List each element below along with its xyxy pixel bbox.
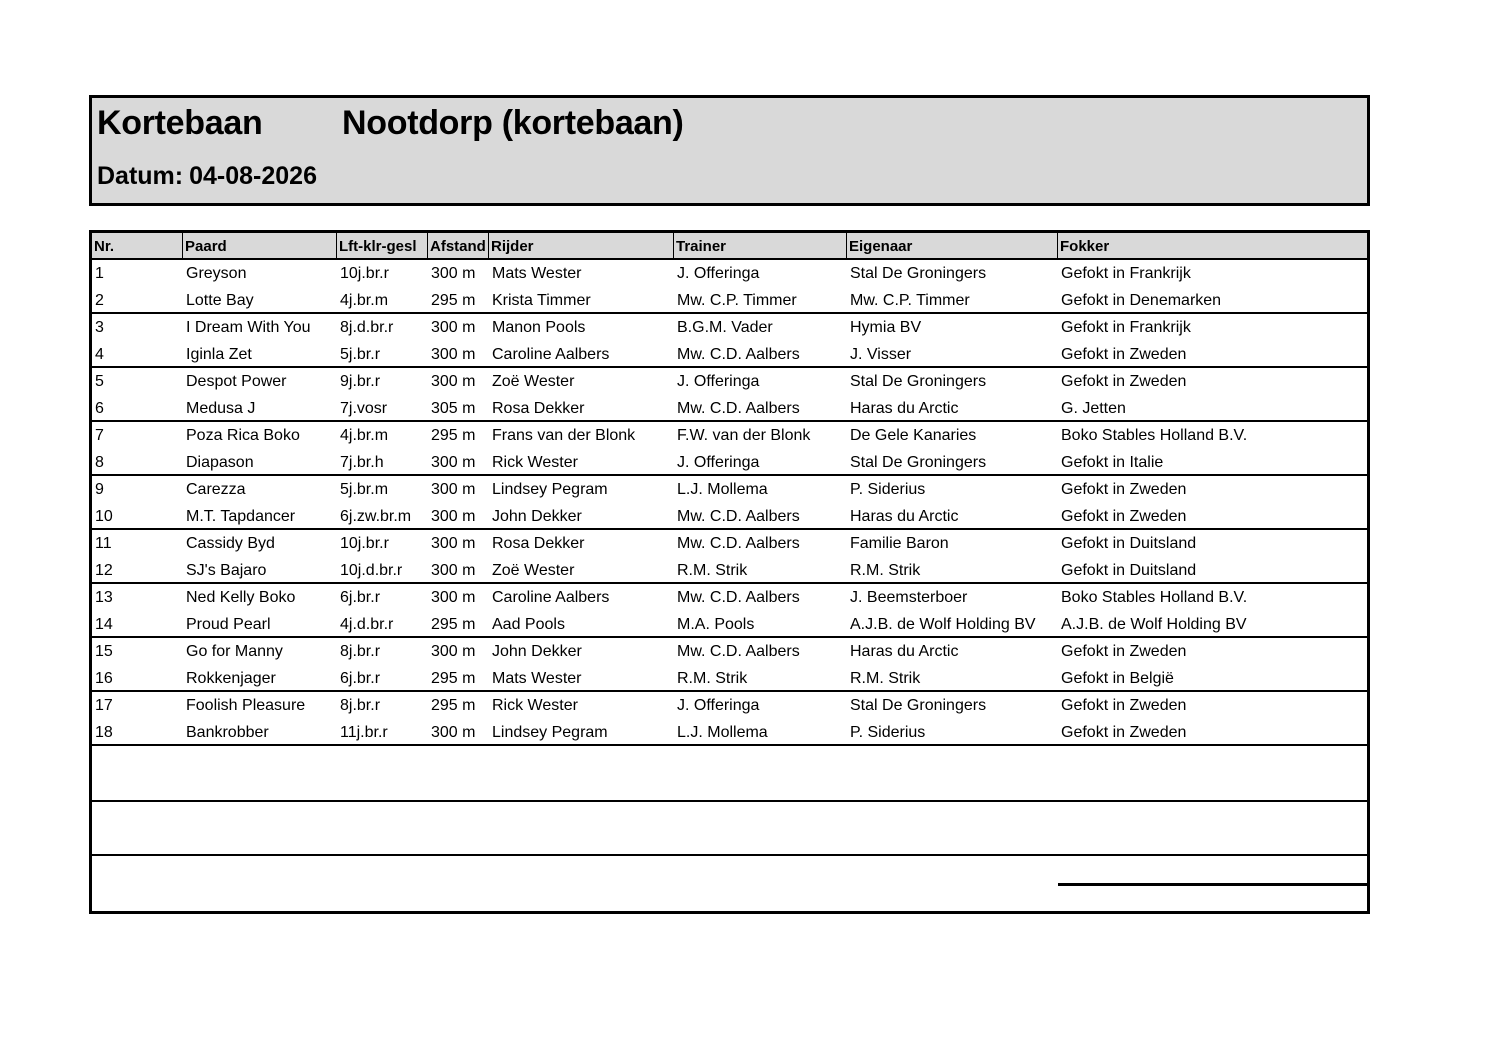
cell-fokker: Gefokt in Frankrijk [1061, 265, 1191, 282]
cell-eigenaar: Mw. C.P. Timmer [850, 292, 970, 309]
cell-rijder: Lindsey Pegram [492, 481, 608, 498]
col-rijder-header: Rijder [489, 233, 674, 258]
cell-afstand: 295 m [431, 670, 476, 687]
date-value: 04-08-2026 [189, 162, 317, 190]
cell-rijder: Rick Wester [492, 454, 578, 471]
col-trainer-header: Trainer [674, 233, 847, 258]
row-group [92, 368, 1367, 422]
race-category: Kortebaan [97, 104, 263, 142]
cell-nr: 7 [95, 427, 104, 444]
cell-fokker: A.J.B. de Wolf Holding BV [1061, 616, 1247, 633]
cell-paard: Proud Pearl [186, 616, 271, 633]
table-row [92, 503, 1367, 530]
cell-lft-klr-gesl: 6j.br.r [340, 670, 381, 687]
cell-fokker: Gefokt in Duitsland [1061, 535, 1197, 552]
row-group [92, 692, 1367, 746]
cell-rijder: Manon Pools [492, 319, 586, 336]
cell-nr: 10 [95, 508, 113, 525]
cell-paard: Foolish Pleasure [186, 697, 306, 714]
col-lft-klr-gesl-header: Lft-klr-gesl [337, 233, 428, 258]
cell-nr: 9 [95, 481, 104, 498]
cell-lft-klr-gesl: 4j.br.m [340, 292, 389, 309]
cell-nr: 8 [95, 454, 104, 471]
cell-afstand: 300 m [431, 643, 476, 660]
signature-line [1058, 883, 1367, 886]
cell-fokker: Gefokt in Denemarken [1061, 292, 1222, 309]
cell-trainer: Mw. C.D. Aalbers [677, 400, 800, 417]
cell-afstand: 295 m [431, 292, 476, 309]
cell-paard: Despot Power [186, 373, 287, 390]
cell-rijder: Zoë Wester [492, 562, 575, 579]
cell-trainer: J. Offeringa [677, 265, 760, 282]
cell-eigenaar: Stal De Groningers [850, 454, 987, 471]
cell-rijder: Krista Timmer [492, 292, 591, 309]
cell-rijder: John Dekker [492, 508, 582, 525]
cell-rijder: Rick Wester [492, 697, 578, 714]
cell-trainer: F.W. van der Blonk [677, 427, 811, 444]
cell-rijder: Rosa Dekker [492, 535, 585, 552]
table-row [92, 476, 1367, 503]
table-row [92, 314, 1367, 341]
cell-eigenaar: Familie Baron [850, 535, 949, 552]
date-label: Datum: [97, 162, 184, 190]
cell-afstand: 300 m [431, 346, 476, 363]
cell-rijder: Caroline Aalbers [492, 589, 610, 606]
cell-trainer: Mw. C.D. Aalbers [677, 508, 800, 525]
cell-fokker: Gefokt in Italie [1061, 454, 1164, 471]
row-group [92, 638, 1367, 692]
cell-eigenaar: Stal De Groningers [850, 373, 987, 390]
cell-lft-klr-gesl: 7j.vosr [340, 400, 388, 417]
cell-rijder: Mats Wester [492, 670, 582, 687]
cell-nr: 3 [95, 319, 104, 336]
cell-afstand: 300 m [431, 265, 476, 282]
cell-fokker: Gefokt in Zweden [1061, 508, 1187, 525]
empty-row [92, 748, 1367, 802]
cell-fokker: Gefokt in Zweden [1061, 346, 1187, 363]
cell-lft-klr-gesl: 8j.br.r [340, 643, 381, 660]
cell-trainer: Mw. C.D. Aalbers [677, 346, 800, 363]
cell-fokker: Gefokt in België [1061, 670, 1174, 687]
table-row [92, 368, 1367, 395]
cell-fokker: Gefokt in Zweden [1061, 481, 1187, 498]
cell-afstand: 300 m [431, 481, 476, 498]
table-row [92, 611, 1367, 638]
cell-nr: 16 [95, 670, 113, 687]
cell-eigenaar: J. Visser [850, 346, 912, 363]
cell-eigenaar: A.J.B. de Wolf Holding BV [850, 616, 1036, 633]
cell-paard: SJ's Bajaro [186, 562, 267, 579]
cell-paard: Bankrobber [186, 724, 269, 741]
cell-paard: Iginla Zet [186, 346, 252, 363]
cell-eigenaar: P. Siderius [850, 724, 926, 741]
cell-eigenaar: P. Siderius [850, 481, 926, 498]
table-row [92, 665, 1367, 692]
cell-trainer: L.J. Mollema [677, 481, 768, 498]
table-row [92, 638, 1367, 665]
row-group [92, 584, 1367, 638]
table-row [92, 287, 1367, 314]
cell-lft-klr-gesl: 6j.zw.br.m [340, 508, 412, 525]
cell-paard: Diapason [186, 454, 254, 471]
col-paard-header: Paard [183, 233, 337, 258]
cell-rijder: Rosa Dekker [492, 400, 585, 417]
cell-paard: Greyson [186, 265, 247, 282]
cell-paard: Ned Kelly Boko [186, 589, 296, 606]
table-header-row [92, 233, 1367, 260]
cell-lft-klr-gesl: 10j.d.br.r [340, 562, 403, 579]
table-row [92, 719, 1367, 746]
cell-trainer: Mw. C.D. Aalbers [677, 643, 800, 660]
cell-afstand: 305 m [431, 400, 476, 417]
row-group [92, 530, 1367, 584]
cell-paard: Poza Rica Boko [186, 427, 300, 444]
col-eigenaar-header: Eigenaar [847, 233, 1058, 258]
cell-trainer: J. Offeringa [677, 697, 760, 714]
race-header [89, 95, 1370, 206]
cell-lft-klr-gesl: 7j.br.h [340, 454, 384, 471]
cell-trainer: B.G.M. Vader [677, 319, 773, 336]
cell-lft-klr-gesl: 8j.d.br.r [340, 319, 394, 336]
empty-row [92, 802, 1367, 856]
cell-lft-klr-gesl: 9j.br.r [340, 373, 381, 390]
cell-rijder: Aad Pools [492, 616, 565, 633]
cell-trainer: M.A. Pools [677, 616, 755, 633]
cell-paard: I Dream With You [186, 319, 311, 336]
cell-rijder: Mats Wester [492, 265, 582, 282]
cell-lft-klr-gesl: 6j.br.r [340, 589, 381, 606]
cell-rijder: Lindsey Pegram [492, 724, 608, 741]
cell-nr: 18 [95, 724, 113, 741]
cell-eigenaar: Haras du Arctic [850, 400, 959, 417]
cell-trainer: J. Offeringa [677, 373, 760, 390]
cell-afstand: 300 m [431, 319, 476, 336]
cell-trainer: L.J. Mollema [677, 724, 768, 741]
cell-nr: 15 [95, 643, 113, 660]
table-row [92, 557, 1367, 584]
cell-afstand: 300 m [431, 373, 476, 390]
cell-eigenaar: R.M. Strik [850, 562, 921, 579]
table-row [92, 449, 1367, 476]
table-row [92, 260, 1367, 287]
row-group [92, 314, 1367, 368]
table-row [92, 395, 1367, 422]
cell-lft-klr-gesl: 8j.br.r [340, 697, 381, 714]
cell-trainer: R.M. Strik [677, 562, 748, 579]
cell-rijder: Zoë Wester [492, 373, 575, 390]
cell-nr: 6 [95, 400, 104, 417]
col-afstand-header: Afstand [428, 233, 489, 258]
row-group [92, 422, 1367, 476]
cell-lft-klr-gesl: 5j.br.r [340, 346, 381, 363]
cell-rijder: Caroline Aalbers [492, 346, 610, 363]
cell-afstand: 300 m [431, 454, 476, 471]
cell-paard: Cassidy Byd [186, 535, 275, 552]
cell-paard: Medusa J [186, 400, 256, 417]
cell-eigenaar: J. Beemsterboer [850, 589, 968, 606]
cell-rijder: Frans van der Blonk [492, 427, 636, 444]
cell-afstand: 295 m [431, 697, 476, 714]
cell-nr: 5 [95, 373, 104, 390]
race-date [97, 162, 317, 191]
cell-nr: 11 [95, 535, 112, 552]
cell-afstand: 300 m [431, 535, 476, 552]
col-nr-header: Nr. [92, 233, 183, 258]
table-row [92, 530, 1367, 557]
cell-eigenaar: R.M. Strik [850, 670, 921, 687]
cell-paard: Go for Manny [186, 643, 283, 660]
table-row [92, 584, 1367, 611]
cell-eigenaar: Stal De Groningers [850, 265, 987, 282]
cell-trainer: J. Offeringa [677, 454, 760, 471]
cell-paard: Rokkenjager [186, 670, 276, 687]
entries-table [89, 230, 1370, 914]
cell-rijder: John Dekker [492, 643, 582, 660]
cell-paard: Lotte Bay [186, 292, 254, 309]
cell-nr: 13 [95, 589, 113, 606]
col-fokker-header: Fokker [1060, 238, 1110, 255]
cell-fokker: Gefokt in Frankrijk [1061, 319, 1191, 336]
cell-trainer: Mw. C.P. Timmer [677, 292, 797, 309]
cell-nr: 12 [95, 562, 113, 579]
cell-trainer: Mw. C.D. Aalbers [677, 535, 800, 552]
cell-eigenaar: Stal De Groningers [850, 697, 987, 714]
row-group [92, 476, 1367, 530]
cell-eigenaar: Haras du Arctic [850, 508, 959, 525]
cell-lft-klr-gesl: 11j.br.r [340, 724, 388, 741]
cell-afstand: 300 m [431, 589, 476, 606]
row-group [92, 260, 1367, 314]
cell-afstand: 300 m [431, 508, 476, 525]
cell-lft-klr-gesl: 5j.br.m [340, 481, 389, 498]
cell-fokker: Boko Stables Holland B.V. [1061, 427, 1248, 444]
cell-eigenaar: Hymia BV [850, 319, 922, 336]
cell-fokker: Gefokt in Zweden [1061, 643, 1187, 660]
cell-afstand: 300 m [431, 562, 476, 579]
cell-lft-klr-gesl: 4j.d.br.r [340, 616, 394, 633]
cell-nr: 2 [95, 292, 104, 309]
cell-lft-klr-gesl: 10j.br.r [340, 265, 389, 282]
cell-lft-klr-gesl: 10j.br.r [340, 535, 389, 552]
cell-fokker: Gefokt in Zweden [1061, 724, 1187, 741]
cell-trainer: R.M. Strik [677, 670, 748, 687]
cell-trainer: Mw. C.D. Aalbers [677, 589, 800, 606]
cell-nr: 17 [95, 697, 113, 714]
cell-fokker: Gefokt in Zweden [1061, 697, 1187, 714]
cell-nr: 14 [95, 616, 113, 633]
cell-lft-klr-gesl: 4j.br.m [340, 427, 389, 444]
cell-fokker: Gefokt in Duitsland [1061, 562, 1197, 579]
cell-nr: 1 [95, 265, 104, 282]
cell-afstand: 295 m [431, 427, 476, 444]
cell-afstand: 300 m [431, 724, 476, 741]
cell-paard: Carezza [186, 481, 246, 498]
cell-eigenaar: Haras du Arctic [850, 643, 959, 660]
table-row [92, 692, 1367, 719]
cell-paard: M.T. Tapdancer [186, 508, 296, 525]
race-venue: Nootdorp (kortebaan) [342, 104, 684, 142]
cell-nr: 4 [95, 346, 104, 363]
table-row [92, 422, 1367, 449]
cell-fokker: Gefokt in Zweden [1061, 373, 1187, 390]
cell-eigenaar: De Gele Kanaries [850, 427, 977, 444]
cell-fokker: Boko Stables Holland B.V. [1061, 589, 1248, 606]
cell-fokker: G. Jetten [1061, 400, 1126, 417]
cell-afstand: 295 m [431, 616, 476, 633]
table-row [92, 341, 1367, 368]
